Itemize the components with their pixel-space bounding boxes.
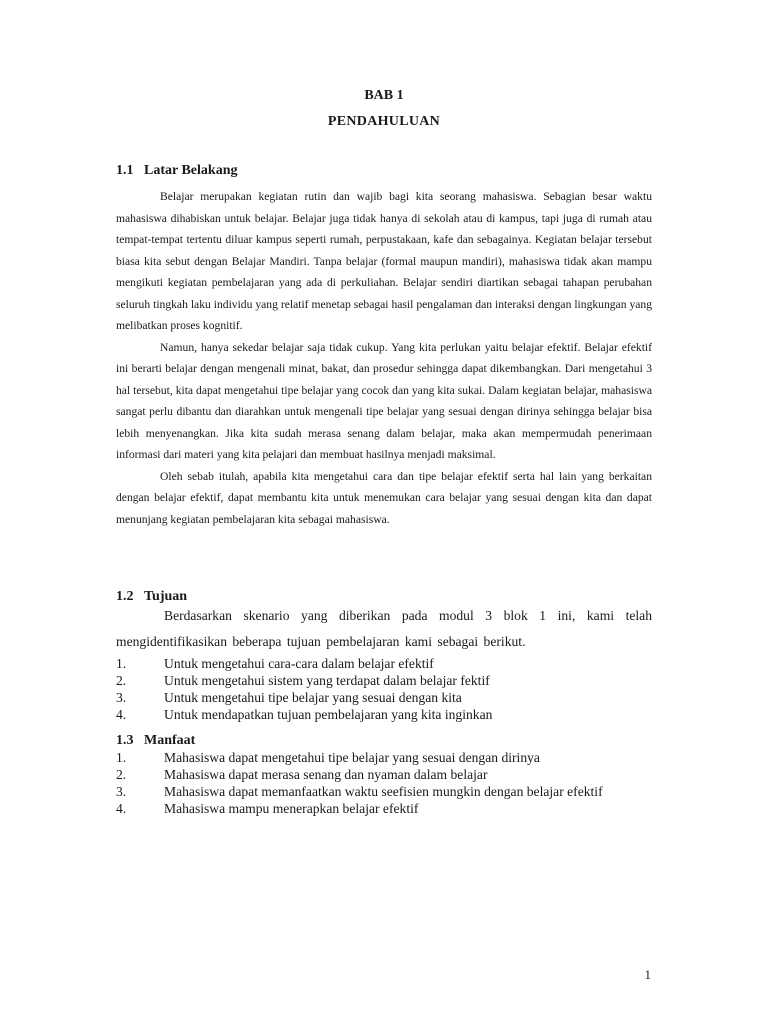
section-heading-latar-belakang bbox=[116, 163, 237, 179]
page-number: 1 bbox=[644, 967, 651, 982]
paragraph: Belajar merupakan kegiatan rutin dan wajib bagi kita seorang mahasiswa. Sebagian besar waktu mahasiswa dihabiskan untuk belajar. Belajar juga tidak hanya di sekolah atau di kampus, tapi juga di rumah atau tempat-tempat tertentu diluar kampus seperti rumah, perpustakaan, kafe dan sebagainya. Kegiatan belajar tersebut biasa kita sebut dengan Belajar Mandiri. Tanpa belajar (formal maupun mandiri), mahasiswa tidak akan mampu mengikuti kegiatan pembelajaran yang ada di perkuliahan. Belajar sendiri diartikan sebagai tahapan perubahan seluruh tingkah laku individu yang relatif menetap sebagai hasil pengalaman dan interaksi dengan lingkungan yang melibatkan proses kognitif. bbox=[116, 190, 652, 332]
paragraph: Berdasarkan skenario yang diberikan pada modul 3 blok 1 ini, kami telah mengidentifikasikan beberapa tujuan pembelajaran kami sebagai berikut. bbox=[116, 608, 652, 649]
list-item bbox=[116, 800, 652, 817]
list-text: Mahasiswa dapat merasa senang dan nyaman dalam belajar bbox=[164, 767, 488, 782]
list-number: 3. bbox=[116, 784, 127, 799]
list-item bbox=[116, 689, 652, 706]
list-text: Untuk mengetahui sistem yang terdapat dalam belajar fektif bbox=[164, 673, 490, 688]
section-body-latar-belakang bbox=[116, 186, 652, 530]
paragraph: Namun, hanya sekedar belajar saja tidak cukup. Yang kita perlukan yaitu belajar efektif. Belajar efektif ini berarti belajar dengan mengenali minat, bakat, dan prosedur sehingga dapat dikembangkan. Dari mengetahui 3 hal tersebut, kita dapat mengetahui tipe belajar yang cocok dan yang kita sukai. Dalam kegiatan belajar, mahasiswa sangat perlu dibantu dan diarahkan untuk mengenali tipe belajar yang sesuai dengan dirinya sehingga belajar bisa lebih menyenangkan. Jika kita sudah merasa senang dalam belajar, maka akan mempermudah penerimaan informasi dari materi yang kita pelajari dan membuat hasilnya menjadi maksimal. bbox=[116, 340, 652, 461]
section-number: 1.2 bbox=[116, 589, 134, 604]
section-body-manfaat bbox=[116, 749, 652, 817]
chapter-label: BAB 1 bbox=[364, 88, 404, 103]
section-title: Latar Belakang bbox=[144, 163, 238, 178]
section-number: 1.3 bbox=[116, 733, 134, 748]
list-number: 1. bbox=[116, 750, 127, 765]
list-item bbox=[116, 672, 652, 689]
manfaat-list bbox=[116, 749, 652, 817]
list-text: Untuk mengetahui tipe belajar yang sesuai dengan kita bbox=[164, 690, 462, 705]
list-text: Mahasiswa dapat memanfaatkan waktu seefisien mungkin dengan belajar efektif bbox=[164, 784, 603, 799]
list-text: Mahasiswa mampu menerapkan belajar efektif bbox=[164, 801, 419, 816]
list-number: 4. bbox=[116, 801, 127, 816]
chapter-title: PENDAHULUAN bbox=[327, 114, 441, 129]
section-number: 1.1 bbox=[116, 163, 134, 178]
paragraph: Oleh sebab itulah, apabila kita mengetahui cara dan tipe belajar efektif serta hal lain yang berkaitan dengan belajar efektif, dapat membantu kita untuk menemukan cara belajar yang sesuai dengan kita dan dapat menunjang kegiatan pembelajaran kita sebagai mahasiswa. bbox=[116, 469, 652, 526]
list-number: 3. bbox=[116, 690, 127, 705]
list-number: 2. bbox=[116, 673, 127, 688]
tujuan-list bbox=[116, 655, 652, 723]
list-number: 4. bbox=[116, 707, 127, 722]
list-text: Mahasiswa dapat mengetahui tipe belajar yang sesuai dengan dirinya bbox=[164, 750, 540, 765]
list-number: 1. bbox=[116, 656, 127, 671]
list-number: 2. bbox=[116, 767, 127, 782]
section-title: Manfaat bbox=[144, 733, 196, 748]
section-heading-manfaat bbox=[116, 733, 195, 749]
list-text: Untuk mengetahui cara-cara dalam belajar efektif bbox=[164, 656, 434, 671]
list-item bbox=[116, 655, 652, 672]
list-text: Untuk mendapatkan tujuan pembelajaran yang kita inginkan bbox=[164, 707, 493, 722]
list-item bbox=[116, 749, 652, 766]
section-body-tujuan bbox=[116, 603, 652, 723]
list-item bbox=[116, 706, 652, 723]
section-title: Tujuan bbox=[144, 589, 188, 604]
